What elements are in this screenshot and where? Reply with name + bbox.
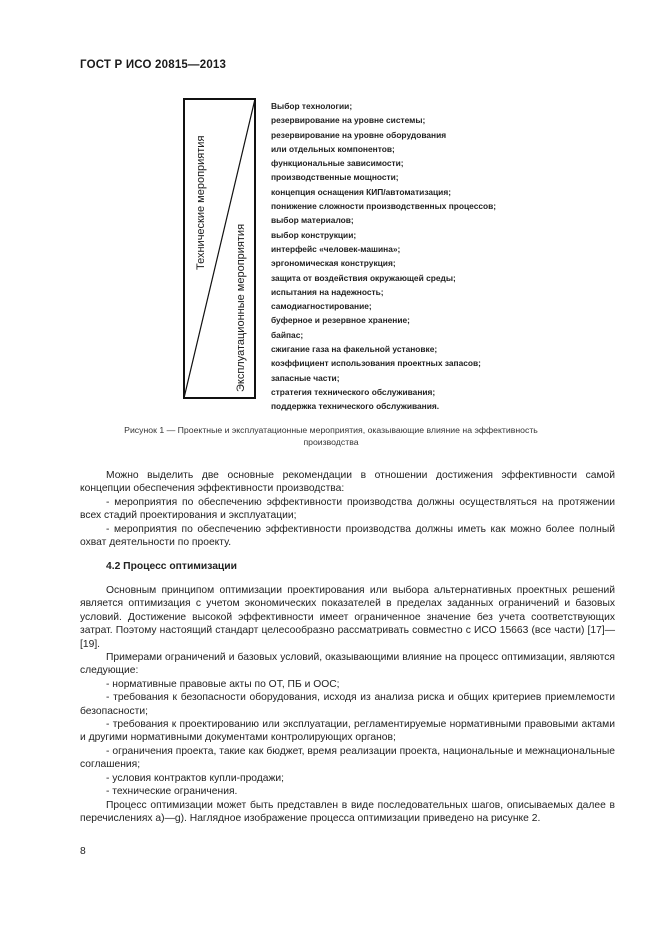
list-item: или отдельных компонентов;	[271, 143, 395, 154]
constraint-item: - требования к проектированию или эксплуатации, регламентируемые нормативными правовыми актами и другими нормативными документами контролирующих органов;	[80, 719, 615, 744]
list-item: понижение сложности производственных процессов;	[271, 201, 497, 212]
intro-text	[80, 469, 615, 549]
constraint-item: - технические ограничения.	[106, 786, 238, 798]
list-item: Выбор технологии;	[271, 101, 353, 111]
list-item: резервирование на уровне системы;	[271, 115, 426, 126]
list-item: защита от воздействия окружающей среды;	[271, 272, 456, 283]
list-item: коэффициент использования проектных запасов;	[271, 358, 481, 369]
list-item: буферное и резервное хранение;	[271, 315, 410, 326]
list-item: выбор конструкции;	[271, 229, 357, 240]
section-paragraph: Примерами ограничений и базовых условий, оказывающими влияние на процесс оптимизации, являются следующие:	[80, 652, 615, 677]
section-title: 4.2 Процесс оптимизации	[106, 561, 237, 572]
caption-line-1: Рисунок 1 — Проектные и эксплуатационные мероприятия, оказывающие влияние на эффективность	[124, 425, 538, 435]
list-item: концепция оснащения КИП/автоматизация;	[271, 186, 451, 197]
section-paragraph: Процесс оптимизации может быть представлен в виде последовательных шагов, описываемых далее в перечислениях a)—g). Наглядное изображение процесса оптимизации приведено на рисунке 2.	[80, 799, 615, 824]
section-text	[80, 584, 615, 825]
intro-paragraph: Можно выделить две основные рекомендации в отношении достижения эффективности самой концепции обеспечения эффективности производства:	[80, 470, 615, 495]
constraint-item: - условия контрактов купли-продажи;	[106, 772, 285, 784]
list-item: сжигание газа на факельной установке;	[271, 344, 438, 355]
list-item: функциональные зависимости;	[271, 158, 404, 169]
constraint-item: - ограничения проекта, такие как бюджет, время реализации проекта, национальные и межнациональные соглашения;	[80, 745, 615, 771]
caption-line-2: производства	[303, 436, 359, 447]
document-header: ГОСТ Р ИСО 20815—2013	[80, 59, 227, 71]
list-item: запасные части;	[271, 372, 340, 383]
intro-bullet: - мероприятия по обеспечению эффективности производства должны осуществляться на протяжении всех стадий проектирования и эксплуатации;	[80, 496, 615, 522]
list-item: стратегия технического обслуживания;	[271, 386, 436, 397]
figure-caption	[80, 425, 582, 448]
constraint-item: - требования к безопасности оборудования, исходя из анализа риска и общих критериев приемлемости безопасности;	[80, 692, 615, 717]
figure-diagram	[183, 98, 256, 399]
constraint-item: - нормативные правовые акты по ОТ, ПБ и ООС;	[106, 678, 340, 690]
operational-measures-label: Эксплуатационные мероприятия	[235, 223, 247, 392]
list-item: выбор материалов;	[271, 215, 354, 226]
list-item: байпас;	[271, 329, 304, 340]
list-item: эргономическая конструкция;	[271, 258, 396, 269]
list-item: интерфейс «человек-машина»;	[271, 243, 401, 254]
figure-items-list	[271, 99, 496, 414]
list-item: резервирование на уровне оборудования	[271, 129, 447, 140]
list-item: испытания на надежность;	[271, 286, 384, 297]
technical-measures-label: Технические мероприятия	[195, 135, 207, 270]
section-paragraph: Основным принципом оптимизации проектирования или выбора альтернативных проектных решений является оптимизация с учетом экономических показателей в пределах заданных ограничений и базовых условий. Достижение высокой эффективности имеет ограниченное значение без учета соответствующих затрат. Поэтому настоящий стандарт целесообразно рассматривать совместно с ИСО 15663 (все части) [17]—[19].	[80, 585, 615, 650]
page-number: 8	[80, 846, 86, 857]
list-item: производственные мощности;	[271, 172, 399, 183]
intro-bullet: - мероприятия по обеспечению эффективности производства должны иметь как можно более полный охват деятельности по проекту.	[80, 523, 615, 549]
list-item: самодиагностирование;	[271, 301, 372, 312]
list-item: поддержка технического обслуживания.	[271, 401, 440, 412]
